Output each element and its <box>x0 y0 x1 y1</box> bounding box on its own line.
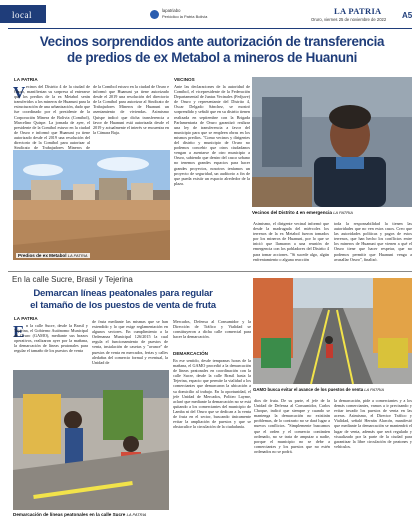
photo-demarcacion-image <box>13 370 169 510</box>
newspaper-logo: LA PATRIA <box>334 6 382 16</box>
article2-col2 <box>92 319 168 369</box>
article2-dropcap: E <box>13 322 25 341</box>
photo-metabol <box>13 150 170 260</box>
article1-col1 <box>14 84 90 151</box>
article2-col1 <box>14 323 88 367</box>
photo-gamo-caption <box>253 387 384 392</box>
photo-demarcacion-caption <box>13 512 146 517</box>
article1-col1-text: ecinos del Distrito 4 de la ciudad de Oruro, manifiestan su sorpresa al enterarse que los predios de la ex Metabol serán transferidos a los mineros de Huanuni para la estructuración de una urbanización, dado que fue coordinado por el presidente de la Corporación Minera de Bolivia (Comibol), Marcelino Quispe. La jornada de ayer, el presidente de la Comibol estuvo en la ciudad de Oruro e informó que Huanuni ya tiene autorizado desde el 2019 una resolución del directorio de la Comibol para autorizar al Sindicato de Trabajadores Mineros de <box>14 84 90 151</box>
demarcacion-subhead: DEMARCACIÓN <box>173 351 208 356</box>
article2-col3 <box>173 319 251 347</box>
article2-col1-text: n la calle Sucre, desde la Brasil y Tejerina, el Gobierno Autónomo Municipal de Oruro (GAMO), mediante sus brazos operativos, realizaron ayer por la mañana, la demarcación de líneas peatonales para regular el tamaño de los puestos de venta <box>14 323 88 354</box>
article2-col4-text: dios de fruta. De su parte, el jefe de la Unidad de Defensa al Consumidor, Carlos Choque, indicó que siempre y cuando se mantenga la demarcación no existirán problemas, de lo contrario no se dará lugar a nuevos conflictos. "Simplemente buscamos que el orden y el comercio continúen ordenado, no se trata de amputar a nadie, porque el municipio no se debe a comerciantes y los puestos que no estén ordenados no se podrá. <box>254 398 330 454</box>
article1-col3 <box>174 84 250 261</box>
article1-dropcap: V <box>13 83 26 102</box>
article1-col2 <box>93 84 169 148</box>
article1-col2-text: de la Comibol estuvo en la ciudad de Oruro e informó que Huanuni ya tiene autorizado desde el 2019 una resolución del directorio de la Comibol para autorizar al Sindicato de Trabajadores Mineros de Huanuni un asentamiento de viviendas. Asimismo Quispe indicó que dicha transferencia a favor de Huanuni está autorizada desde el 2019 y actualmente el interés se encuentra en la Cámara Baja. <box>93 84 169 135</box>
photo-metabol-caption-source: LA PATRIA <box>67 253 88 258</box>
article2-kicker: En la calle Sucre, Brasil y Tejerina <box>12 275 133 284</box>
article1-byline: LA PATRIA <box>14 77 38 82</box>
social-icon <box>150 10 159 19</box>
article2-byline: LA PATRIA <box>14 316 38 321</box>
section-label: local <box>12 10 32 20</box>
photo-demarcacion <box>13 370 169 510</box>
photo-vecinos-image <box>252 77 412 207</box>
article2-headline-line2: el tamaño de los puestos de venta de fruta <box>30 300 216 311</box>
photo-metabol-caption-title: Predios de ex Metabol <box>18 253 67 258</box>
article2-col3b-text: En ese sentido, desde tempranas horas de la mañana, el GAMO procedió a la demarcación de líneas peatonales en coordinación con la calle Sucre, desde la calle Brasil hasta la Tejerina, espacio que permite la vialidad a los comerciantes que demarcaron la ubicación a su domicilio al trabajo. En la oportunidad, el jefe Unidad de Mercados, Politeo Layme, aclaró que mediante la demarcación no se está quitando a los comerciantes del municipio de Lamba ni del Oruro que se dedican a la venta de fruta en el sector, buscando únicamente evitar la ampliación de puestos y que se obstaculice la circulación de la ciudadanía. <box>173 358 251 430</box>
photo-vecinos <box>252 77 412 207</box>
social-block <box>150 7 270 25</box>
vecinos-subhead: VECINOS <box>174 77 195 82</box>
social-subtitle: Periódico la Patria Bolivia <box>162 14 208 19</box>
article2-headline <box>10 288 236 312</box>
article2-col2-text: de fruta mediante las mismas que se han extendido y lo que exige reglamentación en algunos sectores. En cumplimiento a la Ordenanza Municipal 126/2015 la cual regula el funcionamiento de puestos de venta, instalación de casetas y "avance" de puestos de venta en mercados, ferias y calles aledañas del comercio formal y eventual, la Unidad de <box>92 319 168 365</box>
article1-headline-line2: de predios de ex Metabol a mineros de Huanuni <box>66 50 358 65</box>
photo-gamo-caption-source: LA PATRIA <box>364 387 385 392</box>
photo-vecinos-caption <box>252 210 353 215</box>
photo-demarcacion-caption-source: LA PATRIA <box>126 512 147 517</box>
article1-headline <box>10 34 414 66</box>
page-number: A5 <box>402 11 413 20</box>
header-rule <box>8 28 412 29</box>
article1-headline-line1: Vecinos sorprendidos ante autorización de transferencia <box>39 34 385 49</box>
article1-col3-text: Ante las declaraciones de la autoridad de Comibol, el vicepresidente de la Federación Departamental de Juntas Vecinales (Fedjuve) de Oruro y representante del Distrito 4, Oscar Delgado Sánchez, se mostró sorprendido y señaló que en su distrito tienen realizada en septiembre con la Brigada Parlamentaria de Oruro garantizó realizar una ley de transferencia a favor del municipio para que se empleen obras en los mismos predios. "Como vecinos y dirigentes del distrito y municipio de Oruro no podemos concebir que otros ciudadanos vengan a asentarse de otro municipio a Oruro, sabiendo que dentro del casco urbano no tenemos grandes espacios para hacer grandes proyectos, nosotros teníamos un proyecto de seguridad, un auditorio a fin de que pueda existir un espacio alrededor de la plaza. <box>174 84 250 186</box>
article1-col5 <box>334 221 412 269</box>
article2-col3b <box>173 358 251 518</box>
article2-col5-text: la demarcación, pide a comerciantes y a los demás comerciantes, vamos a ir precisando y evitar invadir los puestos de venta en las aceras. Asimismo, el Director Tráfico y Vialidad, señaló Hernán Alarcón, manifestó que mediante la demarcación se mantendrá el lugar de venta, además que será regulado y visualizado por la parte de la ciudad para garantizar la libre circulación de peatones y vehículos. <box>334 398 412 449</box>
photo-gamo-caption-title: GAMO busca evitar el avance de los puestos de venta <box>253 387 364 392</box>
article1-col4-text: Asimismo, el dirigente vecinal informó que desde la madrugada del miércoles los terrenos de la ex Metabol fueron tomados por los mineros de Huanuni, por lo que se inició que llamaron a una reunión de emergencia con los pobladores del Distrito 4 para tomar acciones. "Si sucede algo, algún enfrentamiento o alguna reacción <box>253 221 329 262</box>
date-line: Oruro, viernes 25 de noviembre de 2022 <box>311 17 387 22</box>
photo-gamo-image <box>253 278 412 384</box>
photo-demarcacion-caption-title: Demarcación de líneas peatonales en la calle Sucre <box>13 512 126 517</box>
social-handle: lapatriabo <box>162 8 181 13</box>
article2-headline-line1: Demarcan líneas peatonales para regular <box>33 288 213 299</box>
page-header <box>0 0 420 30</box>
article2-col5 <box>334 398 412 518</box>
article-divider <box>8 271 412 272</box>
article2-col4 <box>254 398 330 518</box>
article1-col4 <box>253 221 329 269</box>
photo-vecinos-caption-title: Vecinos del Distrito 4 en emergencia <box>252 210 332 215</box>
article2-col3-text: Mercados, Defensa al Consumidor y la Dirección de Tráfico y Vialidad se constituyeron a dicha calle comercial para hacer la demarcación. <box>173 319 251 340</box>
photo-metabol-caption <box>16 253 90 258</box>
photo-vecinos-caption-source: LA PATRIA <box>333 210 353 215</box>
photo-metabol-image <box>13 150 170 260</box>
photo-gamo <box>253 278 412 384</box>
article1-col5-text: toda la responsabilidad la tienen las autoridades que no ven estos casos. Creo que las autoridades políticas y pagos de estos terrenos, que han hecho los conflictos entre los mineros de Huanuni que vienen a qué el Oruro tiene que hacer respetar, que no podemos permitir que Huanuni venga a avasallar Oruro", finalizó. <box>334 221 412 262</box>
